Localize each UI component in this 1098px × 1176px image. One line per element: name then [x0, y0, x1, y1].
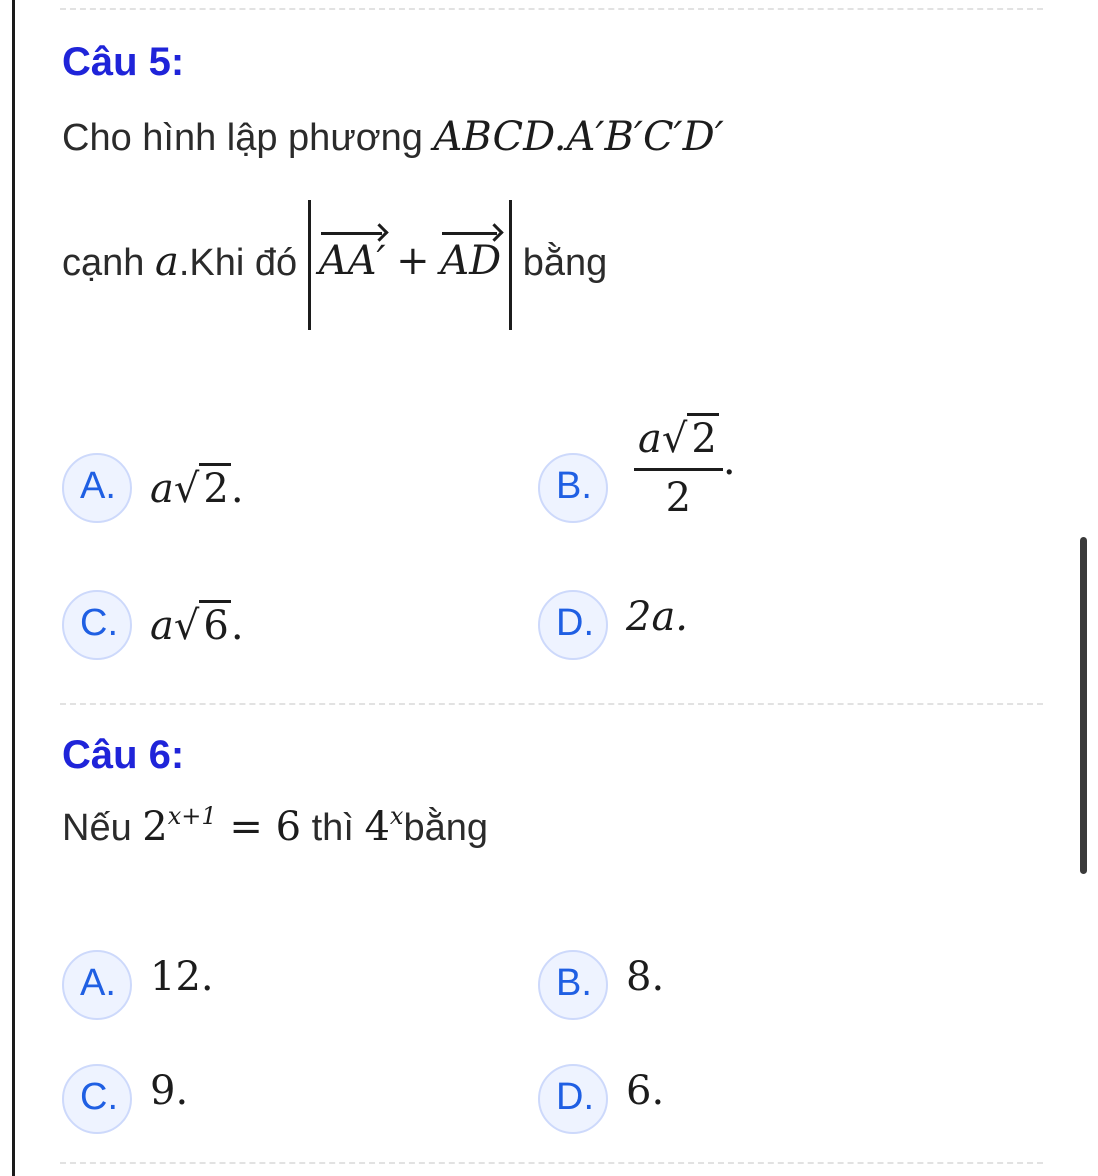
- question-6-ending: bằng: [403, 807, 488, 849]
- question-6-line: [62, 804, 488, 850]
- plus-sign: +: [396, 238, 430, 284]
- option-label: D.: [556, 1076, 594, 1118]
- option-label: C.: [80, 1076, 118, 1118]
- question-6-title: Câu 6:: [62, 733, 185, 777]
- vector-aa-prime: AA′: [319, 228, 386, 284]
- equation: $2^{x+1} = 6$: [142, 802, 302, 850]
- cube-name: ABCD.A′B′C′D′: [433, 114, 724, 160]
- question-5-line2: [62, 200, 607, 330]
- fraction: $\frac{a√ 2}{2}$: [634, 407, 723, 521]
- option-value: 2a.: [626, 594, 689, 640]
- option-label: C.: [80, 602, 118, 644]
- option-value: a√ 2.: [150, 457, 244, 512]
- edge-variable: a: [154, 239, 179, 286]
- option-value: 8.: [626, 954, 665, 1000]
- question-5-intro: Cho hình lập phương: [62, 117, 423, 159]
- option-label: A.: [80, 465, 116, 507]
- vector-ad: AD: [440, 228, 501, 284]
- expression: 4$^x$: [364, 802, 404, 850]
- question-6-prefix: Nếu: [62, 807, 132, 849]
- option-value: 9.: [150, 1068, 189, 1114]
- option-value: 12.: [150, 954, 214, 1000]
- divider-top: [60, 8, 1043, 10]
- question-6-mid: thì: [311, 807, 354, 849]
- divider-bottom: [60, 1162, 1043, 1164]
- option-label: B.: [556, 465, 592, 507]
- edge-suffix: .Khi đó: [178, 242, 298, 285]
- vector-sum-magnitude: [308, 200, 512, 330]
- option-label: D.: [556, 602, 594, 644]
- question-5-ending: bằng: [522, 242, 608, 285]
- edge-prefix: cạnh: [62, 242, 145, 285]
- divider-middle: [60, 703, 1043, 705]
- left-border: [12, 0, 15, 1176]
- sqrt-symbol: √ 6: [174, 594, 231, 649]
- question-5-title: Câu 5:: [62, 40, 185, 84]
- option-label: A.: [80, 962, 116, 1004]
- option-value: 6.: [626, 1068, 665, 1114]
- option-label: B.: [556, 962, 592, 1004]
- option-value: a√ 6.: [150, 594, 244, 649]
- scrollbar[interactable]: [1080, 537, 1087, 874]
- option-value: $\frac{a√ 2}{2}$ .: [634, 407, 736, 521]
- question-5-line1: [62, 114, 724, 160]
- sqrt-symbol: √ 2: [174, 457, 231, 512]
